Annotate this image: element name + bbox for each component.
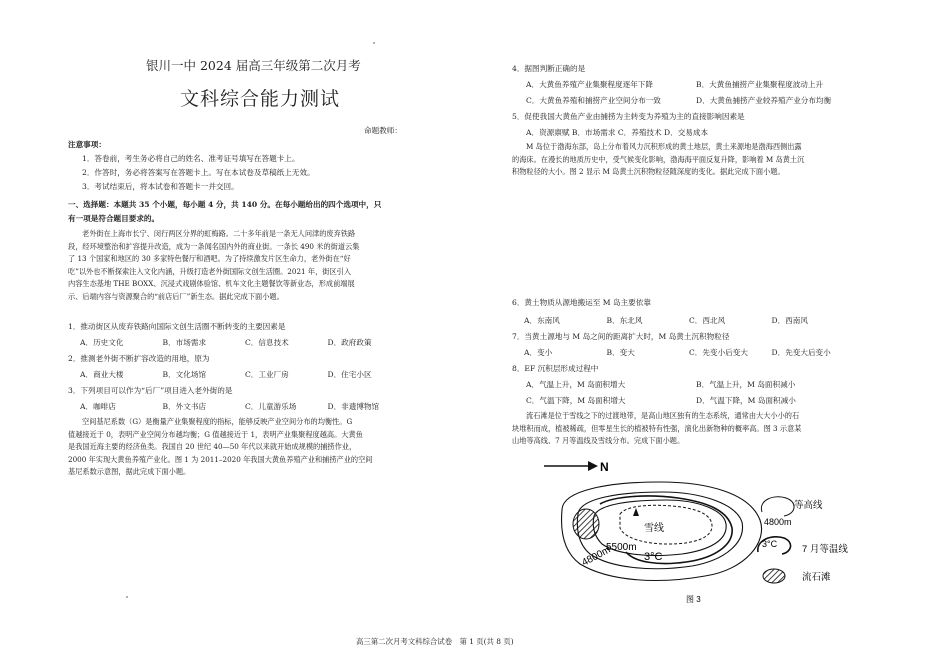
passage-line: 是我国近海主要的经济鱼类。我国自 20 世纪 40—50 年代以来就开始成规模的捕捞作业， — [68, 442, 357, 452]
passage-4 — [512, 410, 862, 448]
peak-marker — [633, 508, 639, 516]
question-7-stem: 7．当黄土源地与 M 岛之间的距离扩大时，M 岛黄土沉积物粒径 — [512, 332, 730, 341]
option-d[interactable]: D．西南风 — [771, 316, 808, 325]
passage-line: 内容生态基地 THE BOXX、沉浸式戏剧体验馆、机车文化主题餐饮等新业态，形成前端展 — [68, 279, 355, 289]
legend-contour-sample: 4800m — [764, 517, 792, 527]
passage-line: 的海床。在漫长的地质历史中，受气候变化影响，渤海海平面反复升降，影响着 M 岛黄土沉 — [512, 154, 805, 164]
passage-line: 段，经环境整治和扩容提升改造，成为一条闻名国内外的商业街。一条长 490 米的街道云集 — [68, 241, 360, 251]
option-b[interactable]: B．文化场馆 — [162, 370, 207, 379]
option-c[interactable]: C．先变小后变大 — [689, 348, 748, 357]
section1-line1: 一、选择题：本题共 35 个小题，每小题 4 分，共 140 分。在每小题给出的四个选项中，只 — [68, 200, 382, 209]
question-3-stem: 3．下列项目可以作为“后厂”项目进入老外街的是 — [68, 386, 233, 395]
main-title: 文科综合能力测试 — [180, 88, 341, 110]
question-1-stem: 1．推动街区从废弃铁路向国际文创生活圈不断转变的主要因素是 — [68, 322, 286, 331]
option-a[interactable]: A．气温上升，M 岛面积增大 — [526, 380, 626, 389]
section1-line2: 有一项是符合题目要求的。 — [68, 214, 160, 223]
option-a[interactable]: A．变小 — [524, 348, 553, 357]
passage-3 — [512, 141, 862, 179]
passage-line: 山地等高线、7 月等温线及雪线分布。完成下面小题。 — [512, 436, 685, 446]
notes-heading: 注意事项： — [68, 140, 106, 149]
legend-scree-symbol — [763, 569, 785, 583]
legend-contour-symbol — [761, 497, 794, 516]
author-label: 命题教师： — [364, 126, 402, 135]
passage-line: 基尼系数示意图，据此完成下面小题。 — [68, 467, 191, 477]
page-footer: 高三第二次月考文科综合试卷 第 1 页(共 8 页) — [356, 637, 514, 646]
scan-dot — [126, 596, 128, 598]
option-c[interactable]: C．信息技术 — [245, 338, 289, 347]
note-item: 1．答卷前，考生务必将自己的姓名、准考证号填写在答题卡上。 — [82, 154, 300, 163]
north-label: N — [600, 460, 609, 474]
passage-line: 积物粒径的大小。图 2 显示 M 岛黄土沉积物粒径随深度的变化。据此完成下面小题。 — [512, 167, 785, 177]
school-title: 银川一中 2024 届高三年级第二次月考 — [146, 58, 361, 73]
passage-line: 流石滩是位于雪线之下的过渡地带，是高山地区独有的生态系统，通常由大大小小的石 — [526, 411, 800, 420]
legend-scree-label: 流石滩 — [802, 572, 831, 583]
question-3-options — [80, 400, 410, 413]
option-c[interactable]: C．儿童游乐场 — [245, 402, 297, 411]
scan-dot — [373, 42, 375, 44]
note-item: 2．作答时，务必将答案写在答题卡上。写在本试卷及草稿纸上无效。 — [82, 168, 315, 177]
option-b[interactable]: B．外文书店 — [162, 402, 207, 411]
option-d[interactable]: D．政府政策 — [327, 338, 372, 347]
option-c[interactable]: C．西北风 — [689, 316, 726, 325]
question-4-stem: 4．据图判断正确的是 — [512, 64, 586, 73]
option-d[interactable]: D．大黄鱼捕捞产业较养殖产业分布均衡 — [696, 96, 832, 105]
option-a[interactable]: A．大黄鱼养殖产业集聚程度逐年下降 — [526, 80, 653, 89]
passage-1 — [68, 228, 440, 304]
passage-line: 示、后端内容与资源聚合的“前店后厂”新生态。据此完成下面小题。 — [68, 291, 284, 301]
question-6-stem: 6．黄土物质从源地搬运至 M 岛主要依靠 — [512, 298, 651, 307]
passage-line: 老外街在上海市长宁、闵行两区分界的虹梅路。二十多年前是一条无人问津的废弃铁路 — [82, 229, 356, 238]
north-arrow-head — [588, 461, 598, 471]
passage-line: 2000 年实现大黄鱼养殖产业化。图 1 为 2011–2020 年我国大黄鱼养殖产业和捕捞产业的空间 — [68, 454, 373, 464]
option-d[interactable]: D．非遗博物馆 — [327, 402, 380, 411]
option-b[interactable]: B．市场需求 — [162, 338, 207, 347]
option-b[interactable]: B．东北风 — [606, 316, 643, 325]
question-6-options — [524, 314, 854, 327]
question-2-options — [80, 368, 410, 381]
question-2-stem: 2．推测老外街不断扩容改造的用地，原为 — [68, 354, 210, 363]
snowline — [620, 505, 712, 544]
note-item: 3．考试结束后，将本试卷和答题卡一并交回。 — [82, 182, 239, 191]
figure-caption: 图 3 — [686, 595, 701, 604]
passage-line: M 岛位于渤海东部，岛上分布着风力沉积形成的黄土地层，黄土来源地是渤海西侧出露 — [526, 142, 802, 151]
isotherm-3c — [600, 496, 732, 564]
option-b[interactable]: B．气温上升，M 岛面积减小 — [696, 380, 796, 389]
option-b[interactable]: B．大黄鱼捕捞产业集聚程度波动上升 — [696, 80, 824, 89]
question-5-stem: 5．促使我国大黄鱼产业由捕捞为主转变为养殖为主的直接影响因素是 — [512, 112, 745, 121]
question-7-options — [524, 346, 854, 359]
figure-3-map — [540, 452, 870, 604]
option-d[interactable]: D．住宅小区 — [327, 370, 372, 379]
snowline-label: 雪线 — [644, 523, 664, 534]
legend-isotherm-sample: 3°C — [762, 539, 778, 549]
isotherm-label: 3°C — [644, 551, 663, 563]
passage-line: 吃”以外也不断探索注入文化内涵，升级打造老外街国际文创生活圈。2021 年，街区引入 — [68, 266, 352, 276]
option-a[interactable]: A．历史文化 — [80, 338, 124, 347]
contour-outer-label: 4800m — [580, 544, 613, 569]
passage-line: 空间基尼系数（G）是衡量产业集聚程度的指标，能够反映产业空间分布的均衡性。G — [82, 417, 353, 426]
option-d[interactable]: D．气温下降，M 岛面积减小 — [696, 396, 796, 405]
option-c[interactable]: C．工业厂房 — [245, 370, 289, 379]
question-5-options[interactable]: A．资源禀赋 B．市场需求 C．养殖技术 D．交易成本 — [526, 128, 709, 137]
option-c[interactable]: C．大黄鱼养殖和捕捞产业空间分布一致 — [526, 96, 661, 105]
passage-line: 了 13 个国家和地区的 30 多家特色餐厅和酒吧。为了持续激发片区生命力，老外街在“好 — [68, 254, 351, 264]
option-b[interactable]: B．变大 — [606, 348, 635, 357]
passage-line: 块堆积而成，植被稀疏，但零星生长的植被特有性强，演化出新物种的概率高。图 3 示意某 — [512, 423, 802, 433]
legend-isotherm-label: 7 月等温线 — [802, 544, 848, 555]
option-a[interactable]: A．咖啡店 — [80, 402, 116, 411]
question-8-stem: 8．EF 沉积层形成过程中 — [512, 364, 599, 373]
scree-area — [573, 509, 599, 539]
contour-inner-label: 5500m — [606, 542, 637, 553]
option-a[interactable]: A．东南风 — [524, 316, 560, 325]
question-1-options — [80, 336, 410, 349]
option-d[interactable]: D．先变大后变小 — [771, 348, 831, 357]
passage-2 — [68, 416, 440, 479]
passage-line: 值越接近于 0，表明产业空间分布越均衡；G 值越接近于 1，表明产业集聚程度越高。大黄鱼 — [68, 429, 363, 439]
legend-contour-label: 等高线 — [794, 500, 823, 511]
option-a[interactable]: A．商业大楼 — [80, 370, 124, 379]
option-c[interactable]: C．气温下降，M 岛面积增大 — [526, 396, 626, 405]
